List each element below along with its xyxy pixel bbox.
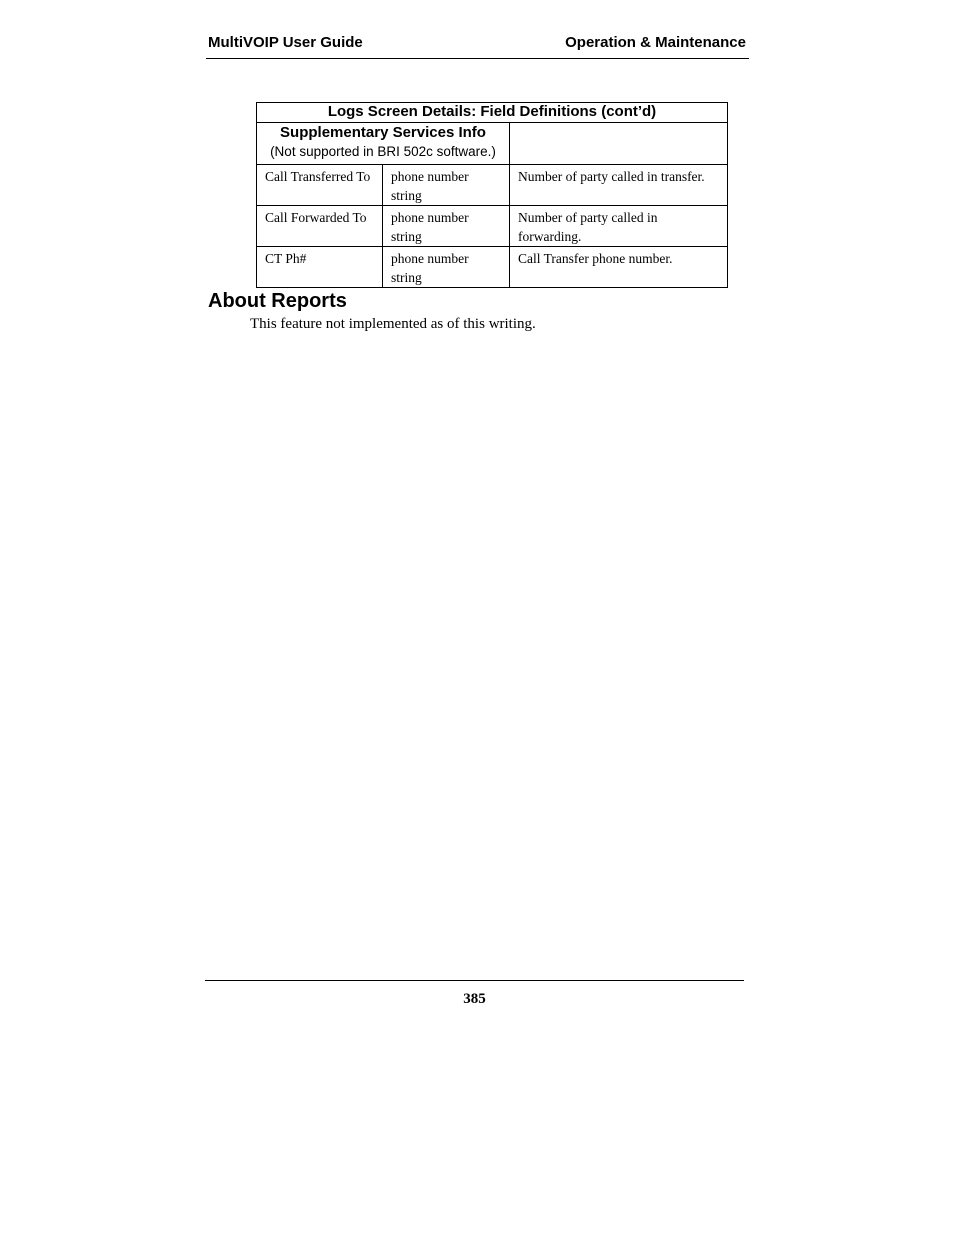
about-reports-body: This feature not implemented as of this writing. [250,316,536,332]
field-name-cell: Call Transferred To [257,165,383,206]
table-row [257,165,728,206]
field-definitions-table [256,102,728,288]
table-title: Logs Screen Details: Field Definitions (cont’d) [257,103,728,123]
field-type-cell: phone number string [383,206,510,247]
field-name-cell: CT Ph# [257,247,383,288]
field-description-cell: Call Transfer phone number. [510,247,728,288]
page-header [206,32,749,59]
section-header-cell [257,123,510,165]
field-description-cell: Number of party called in forwarding. [510,206,728,247]
field-type-cell: phone number string [383,247,510,288]
table-row [257,206,728,247]
footer-divider [205,980,744,981]
section-title: Supplementary Services Info [280,124,486,141]
header-guide-title: MultiVOIP User Guide [208,34,363,51]
field-description-cell: Number of party called in transfer. [510,165,728,206]
section-note: (Not supported in BRI 502c software.) [270,144,496,159]
section-empty-cell [510,123,728,165]
table-row [257,247,728,288]
header-section-title: Operation & Maintenance [565,34,746,51]
field-name-cell: Call Forwarded To [257,206,383,247]
page-number: 385 [463,991,486,1007]
field-type-cell: phone number string [383,165,510,206]
about-reports-heading: About Reports [208,290,347,312]
